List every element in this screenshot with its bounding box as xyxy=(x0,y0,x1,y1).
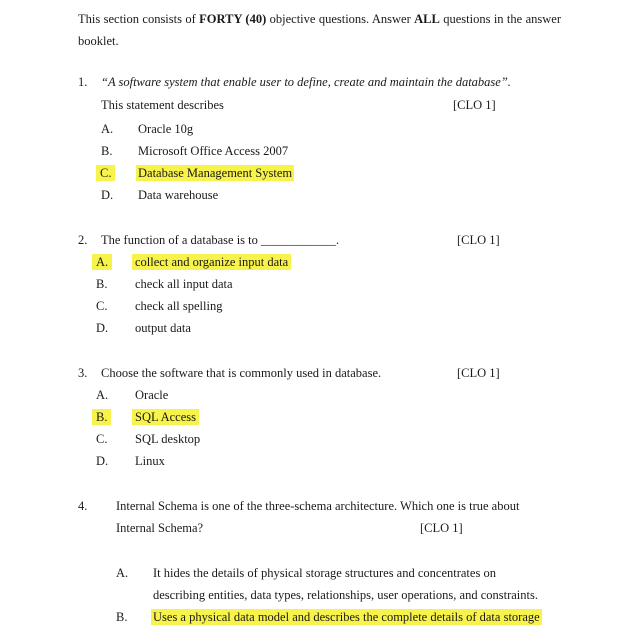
q3-option-b-letter: B. xyxy=(92,409,111,425)
q4-option-a-text: It hides the details of physical storage structures and concentrates on xyxy=(153,566,496,580)
q2-option-c-letter: C. xyxy=(96,299,108,313)
q4-option-b-text: Uses a physical data model and describes the complete details of data storage xyxy=(153,610,540,624)
question-2-number: 2. xyxy=(78,233,88,247)
intro-all: ALL xyxy=(414,12,440,26)
question-1-text: “A software system that enable user to define, create and maintain the database”. xyxy=(101,75,511,89)
q3-option-a-text: Oracle xyxy=(135,388,169,402)
q2-option-c-text: check all spelling xyxy=(135,299,223,313)
q4-option-a-letter: A. xyxy=(116,566,129,580)
question-4-subtext: Internal Schema? xyxy=(116,521,204,535)
q2-option-d-letter: D. xyxy=(96,321,109,335)
q3-option-c-letter: C. xyxy=(96,432,108,446)
q1-option-c-letter: C. xyxy=(96,165,115,181)
question-3-number: 3. xyxy=(78,366,88,380)
q1-option-b-letter: B. xyxy=(101,144,113,158)
q1-option-a-letter: A. xyxy=(101,122,114,136)
q1-option-a-text: Oracle 10g xyxy=(138,122,194,136)
section-instructions xyxy=(78,8,561,52)
q4-option-a-text-line2: describing entities, data types, relationships, user operations, and constraints. xyxy=(153,588,538,602)
question-1-subtext: This statement describes xyxy=(101,98,224,112)
intro-text-2: objective questions. Answer xyxy=(266,12,415,26)
q3-option-d-letter: D. xyxy=(96,454,109,468)
q1-option-d-text: Data warehouse xyxy=(138,188,219,202)
q1-option-c-text: Database Management System xyxy=(138,166,293,180)
question-1-clo: [CLO 1] xyxy=(453,98,496,112)
q1-option-b-text: Microsoft Office Access 2007 xyxy=(138,144,289,158)
question-3-clo: [CLO 1] xyxy=(457,366,500,380)
q2-option-b-letter: B. xyxy=(96,277,108,291)
question-3-text: Choose the software that is commonly used in database. xyxy=(101,366,382,380)
question-2-clo: [CLO 1] xyxy=(457,233,500,247)
q2-option-b-text: check all input data xyxy=(135,277,233,291)
q3-option-d-text: Linux xyxy=(135,454,165,468)
q4-option-b-letter: B. xyxy=(116,610,128,624)
q3-option-a-letter: A. xyxy=(96,388,109,402)
q3-option-b-text: SQL Access xyxy=(132,409,199,425)
question-2-text: The function of a database is to ____________. xyxy=(101,233,340,247)
q2-option-d-text: output data xyxy=(135,321,191,335)
q1-option-d-letter: D. xyxy=(101,188,114,202)
question-4-number: 4. xyxy=(78,499,88,513)
question-4-clo: [CLO 1] xyxy=(420,521,463,535)
intro-forty: FORTY (40) xyxy=(199,12,267,26)
question-1-number: 1. xyxy=(78,75,88,89)
intro-text: This section consists of xyxy=(78,12,200,26)
intro-text-3: questions in the answer booklet. xyxy=(78,12,561,48)
q2-option-a-text: collect and organize input data xyxy=(132,254,291,270)
q3-option-c-text: SQL desktop xyxy=(135,432,201,446)
question-4-text: Internal Schema is one of the three-schema architecture. Which one is true about xyxy=(116,499,520,513)
q2-option-a-letter: A. xyxy=(92,254,112,270)
